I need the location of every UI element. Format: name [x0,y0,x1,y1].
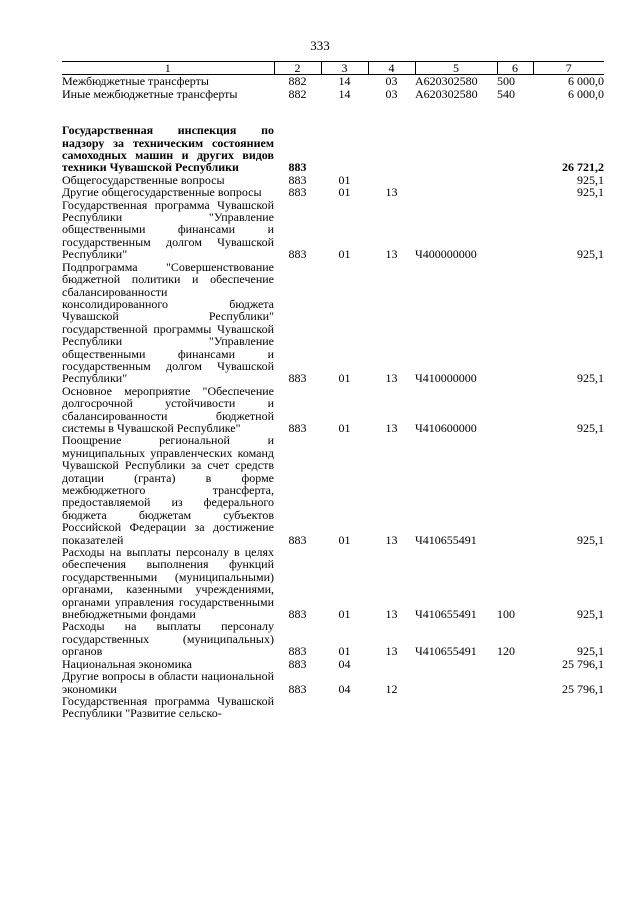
row-rz-code: 14 [338,86,351,101]
header-col-2: 2 [274,62,321,75]
row-rz-code: 01 [338,532,351,547]
row-target-code: Ч400000000 [415,247,477,262]
row-name: Иные межбюджетные трансферты [62,86,238,101]
header-col-3: 3 [321,62,368,75]
row-amount: 26 721,2 [562,160,604,175]
row-pr-code: 03 [385,74,398,89]
table-header-row [62,62,604,75]
table-row [62,695,604,720]
row-name: Государственная программа Чувашской Республики "Развитие сельско- [62,693,274,721]
row-vr-code [497,261,533,385]
table-row [62,199,604,261]
row-pr-code: 12 [385,681,398,696]
header-col-1: 1 [62,62,274,75]
row-target-code: Ч410000000 [415,371,477,386]
row-gr-code: 883 [288,160,307,175]
row-vr-code [497,124,533,174]
row-vr-code [497,695,533,720]
row-pr-code [368,124,415,174]
row-amount: 25 796,1 [562,681,604,696]
row-rz-code: 04 [338,681,351,696]
row-target-code: Ч410655491 [415,532,477,547]
row-gr-code: 882 [288,86,307,101]
row-amount: 6 000,0 [568,86,604,101]
row-target-code [415,670,497,695]
row-gr-code: 883 [288,172,307,187]
row-gr-code: 883 [288,607,307,622]
row-rz-code [321,124,368,174]
row-name: Национальная экономика [62,656,192,671]
row-vr-code [497,670,533,695]
row-pr-code: 13 [385,607,398,622]
row-target-code [415,695,497,720]
spacer-cell [62,100,604,124]
row-amount: 925,1 [577,185,604,200]
row-target-code [415,658,497,670]
header-col-6: 6 [497,62,533,75]
row-pr-code: 03 [385,86,398,101]
header-col-7: 7 [533,62,604,75]
row-target-code: А620302580 [415,86,478,101]
row-rz-code: 01 [338,644,351,659]
row-rz-code: 04 [338,656,351,671]
row-amount: 925,1 [577,172,604,187]
table-row [62,75,604,88]
row-pr-code: 13 [385,185,398,200]
row-target-code: Ч410655491 [415,607,477,622]
row-name: Расходы на выплаты персоналу в целях обеспечения выполнения функций государственными (муниципальными) органами, казенными учреждениями, органами управления государственными внебюджетными фондами [62,545,274,622]
header-col-4: 4 [368,62,415,75]
budget-table [62,61,604,720]
row-gr-code: 883 [288,185,307,200]
table-row [62,124,604,174]
row-rz-code: 14 [338,74,351,89]
row-vr-code: 540 [497,86,515,101]
row-pr-code: 13 [385,371,398,386]
row-vr-code [497,434,533,546]
row-gr-code: 883 [288,247,307,262]
table-row [62,434,604,546]
page-number: 333 [310,38,330,53]
row-gr-code [274,695,321,720]
row-rz-code [321,695,368,720]
row-gr-code: 883 [288,656,307,671]
row-amount: 6 000,0 [568,74,604,89]
row-pr-code: 13 [385,532,398,547]
row-name: Общегосударственные вопросы [62,172,225,187]
row-rz-code: 01 [338,420,351,435]
row-name: Подпрограмма "Совершенствование бюджетной политики и обеспечение сбалансированности консолидированного бюджета Чувашской Республики" государственной программы Чувашской Республики "Управление общественными финансами и государственным долгом Чувашской Республики" [62,259,274,386]
table-body [62,75,604,720]
row-rz-code: 01 [338,607,351,622]
row-vr-code [497,658,533,670]
row-target-code: Ч410600000 [415,420,477,435]
row-gr-code: 883 [288,532,307,547]
row-vr-code: 500 [497,74,515,89]
row-target-code: А620302580 [415,74,478,89]
row-target-code [415,174,497,186]
row-pr-code [368,695,415,720]
row-pr-code: 13 [385,420,398,435]
row-name: Государственная инспекция по надзору за техническим состоянием самоходных машин и других видов техники Чувашской Республики [62,123,274,175]
row-name: Другие вопросы в области национальной экономики [62,669,274,696]
table-spacer-row [62,100,604,124]
row-gr-code: 883 [288,644,307,659]
row-gr-code: 883 [288,371,307,386]
table-row [62,546,604,620]
row-target-code: Ч410655491 [415,644,477,659]
row-rz-code: 01 [338,185,351,200]
row-pr-code [368,658,415,670]
row-name: Государственная программа Чувашской Республики "Управление общественными финансами и государственным долгом Чувашской Республики" [62,197,274,262]
row-amount: 925,1 [577,532,604,547]
row-target-code [415,186,497,198]
row-vr-code: 100 [497,607,515,622]
row-vr-code [497,385,533,435]
row-amount: 925,1 [577,644,604,659]
row-vr-code [497,174,533,186]
table-row [62,385,604,435]
row-name: Основное мероприятие "Обеспечение долгосрочной устойчивости и сбалансированности бюджетной системы в Чувашской Республике" [62,383,274,435]
header-col-5: 5 [415,62,497,75]
row-vr-code: 120 [497,644,515,659]
table-row [62,670,604,695]
row-pr-code: 13 [385,644,398,659]
row-gr-code: 883 [288,681,307,696]
table-row [62,620,604,657]
row-target-code [415,124,497,174]
row-amount: 925,1 [577,371,604,386]
table-row [62,261,604,385]
row-name: Другие общегосударственные вопросы [62,185,262,200]
row-amount: 925,1 [577,607,604,622]
row-amount: 25 796,1 [562,656,604,671]
row-gr-code: 882 [288,74,307,89]
row-vr-code [497,186,533,198]
row-name: Расходы на выплаты персоналу государственных (муниципальных) органов [62,619,274,659]
row-gr-code: 883 [288,420,307,435]
row-vr-code [497,199,533,261]
row-name: Поощрение региональной и муниципальных управленческих команд Чувашской Республики за счет средств дотации (гранта) в форме межбюджетного трансферта, предоставляемой из федерального бюджета бюджетам субъектов Российской Федерации за достижение показателей [62,433,274,547]
row-amount: 925,1 [577,420,604,435]
row-rz-code: 01 [338,371,351,386]
row-rz-code: 01 [338,172,351,187]
table-row [62,186,604,198]
row-name: Межбюджетные трансферты [62,74,209,89]
row-amount [533,695,604,720]
table-row [62,88,604,100]
row-rz-code: 01 [338,247,351,262]
row-amount: 925,1 [577,247,604,262]
row-pr-code: 13 [385,247,398,262]
